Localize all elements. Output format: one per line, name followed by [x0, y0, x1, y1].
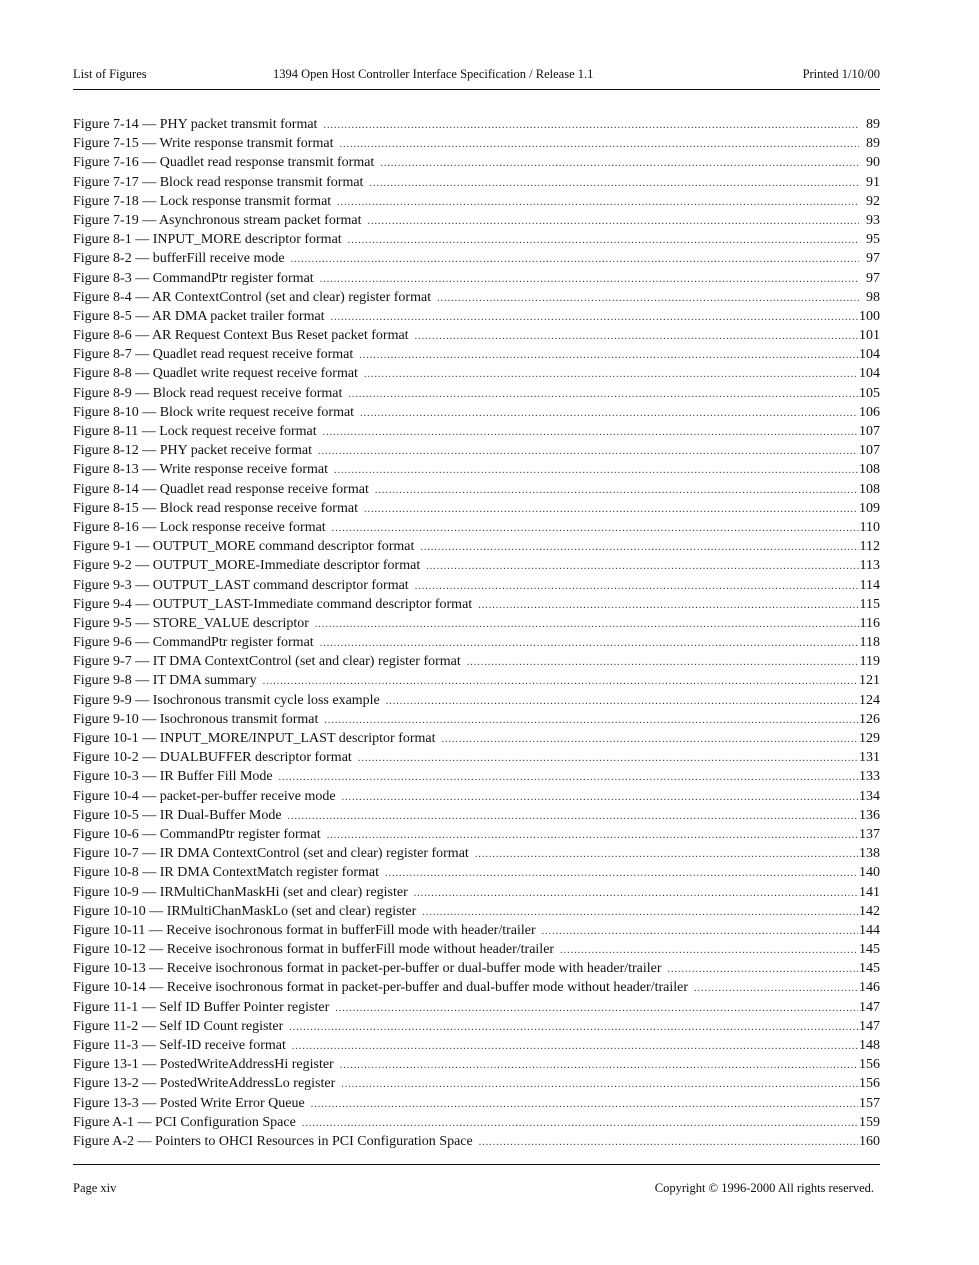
figure-list-entry[interactable]: [73, 902, 880, 921]
figure-list-entry[interactable]: [73, 499, 880, 518]
header-section-title: List of Figures: [73, 67, 147, 81]
figure-list-entry[interactable]: [73, 710, 880, 729]
figure-entry-label: Figure 13-3 — Posted Write Error Queue: [73, 1095, 305, 1111]
figure-entry-page-number: 156: [859, 1076, 880, 1092]
figure-entry-label: Figure 8-14 — Quadlet read response receive format: [73, 481, 369, 497]
dot-leader: [385, 864, 858, 883]
figure-entry-page-number: 121: [859, 673, 880, 689]
figure-list-entry[interactable]: [73, 748, 880, 767]
figure-entry-label: Figure 10-9 — IRMultiChanMaskHi (set and clear) register: [73, 884, 408, 900]
figure-entry-label: Figure 9-5 — STORE_VALUE descriptor: [73, 615, 309, 631]
dot-leader: [311, 1095, 858, 1114]
figure-entry-label: Figure 8-10 — Block write request receive format: [73, 404, 355, 420]
figure-list-entry[interactable]: [73, 269, 880, 288]
figure-entry-page-number: 142: [859, 903, 880, 919]
figure-list-entry[interactable]: [73, 384, 880, 403]
page-header: [73, 64, 880, 86]
figure-list: [73, 115, 880, 1151]
figure-entry-page-number: 101: [859, 328, 880, 344]
figure-entry-page-number: 95: [866, 232, 880, 248]
figure-list-entry[interactable]: [73, 595, 880, 614]
figure-entry-label: Figure 10-8 — IR DMA ContextMatch register format: [73, 865, 380, 881]
figure-entry-page-number: 108: [859, 481, 880, 497]
figure-entry-page-number: 137: [859, 826, 880, 842]
dot-leader: [263, 672, 858, 691]
figure-entry-page-number: 156: [859, 1057, 880, 1073]
dot-leader: [442, 730, 858, 749]
figure-list-entry[interactable]: [73, 1036, 880, 1055]
dot-leader: [426, 557, 858, 576]
figure-entry-page-number: 104: [859, 366, 880, 382]
figure-list-entry[interactable]: [73, 480, 880, 499]
figure-entry-label: Figure 7-16 — Quadlet read response transmit format: [73, 155, 375, 171]
footer-copyright: Copyright © 1996-2000 All rights reserved.: [654, 1181, 874, 1195]
figure-entry-page-number: 97: [866, 270, 880, 286]
figure-entry-label: Figure 10-1 — INPUT_MORE/INPUT_LAST descriptor format: [73, 731, 436, 746]
dot-leader: [475, 845, 858, 864]
figure-entry-label: Figure 11-3 — Self-ID receive format: [73, 1038, 286, 1053]
figure-entry-page-number: 141: [859, 884, 880, 900]
dot-leader: [320, 634, 859, 653]
dot-leader: [369, 174, 859, 193]
figure-list-entry[interactable]: [73, 1113, 880, 1132]
figure-entry-label: Figure 10-14 — Receive isochronous format in packet-per-buffer and dual-buffer mode without header/trailer: [73, 980, 688, 996]
figure-list-entry[interactable]: [73, 633, 880, 652]
dot-leader: [289, 1018, 858, 1037]
dot-leader: [375, 481, 858, 500]
figure-list-entry[interactable]: [73, 614, 880, 633]
figure-list-entry[interactable]: [73, 825, 880, 844]
figure-list-entry[interactable]: [73, 326, 880, 345]
figure-entry-page-number: 129: [859, 731, 880, 746]
footer-rule: [73, 1164, 880, 1165]
dot-leader: [694, 979, 858, 998]
figure-entry-page-number: 147: [859, 1018, 880, 1034]
figure-entry-label: Figure 10-5 — IR Dual-Buffer Mode: [73, 807, 282, 823]
figure-entry-label: Figure 8-11 — Lock request receive format: [73, 424, 317, 439]
figure-entry-label: Figure 8-5 — AR DMA packet trailer format: [73, 308, 325, 324]
dot-leader: [332, 519, 859, 538]
figure-list-entry[interactable]: [73, 691, 880, 710]
figure-entry-page-number: 126: [859, 711, 880, 727]
figure-list-entry[interactable]: [73, 192, 880, 211]
figure-entry-label: Figure 8-15 — Block read response receive format: [73, 500, 358, 516]
figure-entry-label: Figure 7-15 — Write response transmit format: [73, 136, 334, 152]
figure-entry-label: Figure 9-7 — IT DMA ContextControl (set and clear) register format: [73, 654, 461, 670]
figure-entry-page-number: 157: [859, 1095, 880, 1111]
dot-leader: [292, 1037, 858, 1056]
figure-entry-page-number: 89: [866, 136, 880, 152]
figure-list-entry[interactable]: [73, 422, 880, 441]
figure-entry-page-number: 91: [866, 174, 880, 190]
figure-list-entry[interactable]: [73, 153, 880, 172]
dot-leader: [339, 135, 859, 154]
figure-list-entry[interactable]: [73, 1055, 880, 1074]
dot-leader: [323, 423, 858, 442]
figure-entry-label: Figure 8-12 — PHY packet receive format: [73, 443, 312, 459]
figure-entry-page-number: 110: [859, 519, 880, 535]
figure-entry-page-number: 105: [859, 385, 880, 401]
figure-list-entry[interactable]: [73, 1017, 880, 1036]
dot-leader: [380, 154, 859, 173]
figure-entry-page-number: 100: [859, 308, 880, 324]
figure-entry-page-number: 159: [859, 1114, 880, 1130]
dot-leader: [288, 807, 858, 826]
dot-leader: [327, 826, 858, 845]
figure-entry-page-number: 93: [866, 212, 880, 228]
figure-entry-page-number: 97: [866, 251, 880, 267]
figure-entry-label: Figure 9-10 — Isochronous transmit format: [73, 711, 319, 727]
dot-leader: [334, 461, 858, 480]
figure-entry-label: Figure 8-2 — bufferFill receive mode: [73, 251, 285, 267]
figure-entry-page-number: 107: [859, 424, 880, 439]
figure-entry-page-number: 124: [859, 692, 880, 708]
figure-entry-label: Figure 10-10 — IRMultiChanMaskLo (set and clear) register: [73, 903, 417, 919]
figure-entry-label: Figure 7-14 — PHY packet transmit format: [73, 117, 318, 132]
figure-entry-label: Figure 8-1 — INPUT_MORE descriptor format: [73, 232, 342, 248]
figure-entry-label: Figure 8-16 — Lock response receive format: [73, 519, 326, 535]
dot-leader: [315, 615, 859, 634]
figure-entry-page-number: 107: [859, 443, 880, 459]
figure-entry-page-number: 145: [859, 942, 880, 958]
figure-entry-page-number: 119: [859, 654, 880, 670]
figure-entry-label: Figure 9-2 — OUTPUT_MORE-Immediate descriptor format: [73, 558, 421, 574]
figure-list-entry[interactable]: [73, 211, 880, 230]
figure-entry-label: Figure 10-4 — packet-per-buffer receive mode: [73, 788, 336, 804]
figure-entry-page-number: 104: [859, 347, 880, 363]
dot-leader: [542, 922, 858, 941]
figure-list-entry[interactable]: [73, 729, 880, 748]
figure-entry-page-number: 136: [859, 807, 880, 823]
figure-entry-page-number: 90: [866, 155, 880, 171]
figure-entry-page-number: 148: [859, 1038, 880, 1053]
dot-leader: [364, 500, 858, 519]
figure-entry-label: Figure 7-17 — Block read response transmit format: [73, 174, 364, 190]
figure-entry-label: Figure 13-2 — PostedWriteAddressLo register: [73, 1076, 336, 1092]
figure-list-entry[interactable]: [73, 844, 880, 863]
figure-entry-label: Figure 9-8 — IT DMA summary: [73, 673, 257, 689]
header-print-date: Printed 1/10/00: [802, 67, 880, 81]
figure-entry-label: Figure 10-3 — IR Buffer Fill Mode: [73, 769, 273, 785]
dot-leader: [359, 346, 858, 365]
figure-entry-page-number: 118: [859, 635, 880, 651]
dot-leader: [331, 308, 858, 327]
figure-entry-label: Figure 10-13 — Receive isochronous format in packet-per-buffer or dual-buffer mode with header/trailer: [73, 961, 662, 977]
figure-entry-page-number: 114: [859, 577, 880, 593]
figure-entry-page-number: 113: [859, 558, 880, 574]
figure-entry-label: Figure 8-7 — Quadlet read request receive format: [73, 347, 354, 363]
dot-leader: [324, 711, 858, 730]
figure-entry-page-number: 98: [866, 289, 880, 305]
figure-entry-label: Figure 9-1 — OUTPUT_MORE command descriptor format: [73, 539, 415, 555]
dot-leader: [437, 289, 859, 308]
dot-leader: [422, 903, 858, 922]
figure-entry-page-number: 138: [859, 846, 880, 862]
dot-leader: [360, 404, 858, 423]
figure-list-entry[interactable]: [73, 576, 880, 595]
dot-leader: [560, 941, 858, 960]
figure-list-entry[interactable]: [73, 173, 880, 192]
figure-entry-page-number: 144: [859, 922, 880, 938]
figure-list-entry[interactable]: [73, 537, 880, 556]
figure-list-entry[interactable]: [73, 460, 880, 479]
figure-list-entry[interactable]: [73, 364, 880, 383]
figure-entry-label: Figure 13-1 — PostedWriteAddressHi register: [73, 1057, 334, 1073]
dot-leader: [358, 749, 858, 768]
dot-leader: [415, 327, 858, 346]
footer-page-number: Page xiv: [73, 1181, 117, 1195]
figure-list-entry[interactable]: [73, 518, 880, 537]
figure-list-entry[interactable]: [73, 959, 880, 978]
figure-list-entry[interactable]: [73, 767, 880, 786]
figure-entry-label: Figure A-1 — PCI Configuration Space: [73, 1114, 296, 1130]
dot-leader: [479, 1133, 858, 1152]
figure-list-entry[interactable]: [73, 806, 880, 825]
figure-entry-page-number: 89: [866, 117, 880, 132]
dot-leader: [420, 538, 858, 557]
figure-entry-label: Figure 9-6 — CommandPtr register format: [73, 635, 314, 651]
dot-leader: [668, 960, 858, 979]
figure-entry-page-number: 112: [859, 539, 880, 555]
figure-list-entry[interactable]: [73, 1132, 880, 1151]
dot-leader: [386, 692, 858, 711]
figure-list-entry[interactable]: [73, 115, 880, 134]
figure-entry-page-number: 106: [859, 404, 880, 420]
figure-entry-label: Figure 8-6 — AR Request Context Bus Reset packet format: [73, 328, 409, 344]
header-document-title: 1394 Open Host Controller Interface Specification / Release 1.1: [273, 67, 594, 81]
figure-list-entry[interactable]: [73, 1074, 880, 1093]
figure-entry-page-number: 134: [859, 788, 880, 804]
dot-leader: [318, 442, 858, 461]
figure-entry-page-number: 131: [859, 750, 880, 766]
figure-list-entry[interactable]: [73, 883, 880, 902]
figure-entry-label: Figure 10-2 — DUALBUFFER descriptor format: [73, 750, 352, 766]
dot-leader: [335, 999, 858, 1018]
figure-entry-label: Figure 8-3 — CommandPtr register format: [73, 270, 314, 286]
dot-leader: [337, 193, 859, 212]
figure-list-entry[interactable]: [73, 556, 880, 575]
dot-leader: [368, 212, 860, 231]
figure-list-entry[interactable]: [73, 403, 880, 422]
dot-leader: [341, 1075, 858, 1094]
dot-leader: [414, 884, 858, 903]
figure-entry-page-number: 108: [859, 462, 880, 478]
figure-list-entry[interactable]: [73, 940, 880, 959]
figure-entry-label: Figure 11-1 — Self ID Buffer Pointer register: [73, 999, 330, 1015]
figure-entry-label: Figure 10-12 — Receive isochronous format in bufferFill mode without header/trailer: [73, 942, 555, 958]
dot-leader: [291, 250, 859, 269]
dot-leader: [415, 577, 859, 596]
figure-entry-label: Figure 9-4 — OUTPUT_LAST-Immediate command descriptor format: [73, 596, 473, 612]
dot-leader: [364, 365, 858, 384]
figure-list-entry[interactable]: [73, 230, 880, 249]
dot-leader: [302, 1114, 858, 1133]
figure-entry-label: Figure 8-9 — Block read request receive format: [73, 385, 343, 401]
page-footer: [73, 1178, 880, 1200]
figure-entry-label: Figure 9-3 — OUTPUT_LAST command descriptor format: [73, 577, 409, 593]
dot-leader: [340, 1056, 858, 1075]
figure-entry-page-number: 146: [859, 980, 880, 996]
figure-list-entry[interactable]: [73, 134, 880, 153]
figure-entry-label: Figure 10-7 — IR DMA ContextControl (set and clear) register format: [73, 846, 469, 862]
figure-entry-label: Figure 7-18 — Lock response transmit format: [73, 193, 332, 209]
dot-leader: [348, 385, 858, 404]
figure-list-entry[interactable]: [73, 345, 880, 364]
figure-list-entry[interactable]: [73, 249, 880, 268]
dot-leader: [320, 270, 859, 289]
dot-leader: [323, 116, 859, 135]
figure-entry-label: Figure 11-2 — Self ID Count register: [73, 1018, 284, 1034]
figure-list-entry[interactable]: [73, 288, 880, 307]
figure-entry-page-number: 115: [859, 596, 880, 612]
figure-entry-label: Figure 7-19 — Asynchronous stream packet format: [73, 212, 362, 228]
figure-entry-label: Figure 10-6 — CommandPtr register format: [73, 826, 321, 842]
figure-entry-label: Figure 10-11 — Receive isochronous format in bufferFill mode with header/trailer: [73, 922, 536, 938]
figure-list-entry[interactable]: [73, 998, 880, 1017]
figure-entry-page-number: 133: [859, 769, 880, 785]
figure-entry-page-number: 92: [866, 193, 880, 209]
figure-list-entry[interactable]: [73, 978, 880, 997]
figure-list-entry[interactable]: [73, 441, 880, 460]
figure-entry-label: Figure A-2 — Pointers to OHCI Resources in PCI Configuration Space: [73, 1133, 473, 1149]
figure-list-entry[interactable]: [73, 1094, 880, 1113]
header-rule: [73, 89, 880, 90]
figure-list-entry[interactable]: [73, 863, 880, 882]
figure-entry-label: Figure 8-8 — Quadlet write request receive format: [73, 366, 358, 382]
figure-list-entry[interactable]: [73, 671, 880, 690]
figure-list-entry[interactable]: [73, 921, 880, 940]
figure-entry-page-number: 109: [859, 500, 880, 516]
dot-leader: [279, 768, 858, 787]
figure-entry-page-number: 116: [859, 615, 880, 631]
figure-list-entry[interactable]: [73, 787, 880, 806]
figure-entry-page-number: 147: [859, 999, 880, 1015]
figure-list-entry[interactable]: [73, 307, 880, 326]
figure-entry-page-number: 140: [859, 865, 880, 881]
figure-entry-label: Figure 8-4 — AR ContextControl (set and clear) register format: [73, 289, 432, 305]
figure-entry-label: Figure 9-9 — Isochronous transmit cycle loss example: [73, 692, 380, 708]
dot-leader: [478, 596, 858, 615]
dot-leader: [348, 231, 859, 250]
dot-leader: [467, 653, 859, 672]
dot-leader: [342, 788, 858, 807]
figure-list-entry[interactable]: [73, 652, 880, 671]
figure-entry-page-number: 145: [859, 961, 880, 977]
figure-entry-page-number: 160: [859, 1133, 880, 1149]
figure-entry-label: Figure 8-13 — Write response receive format: [73, 462, 328, 478]
